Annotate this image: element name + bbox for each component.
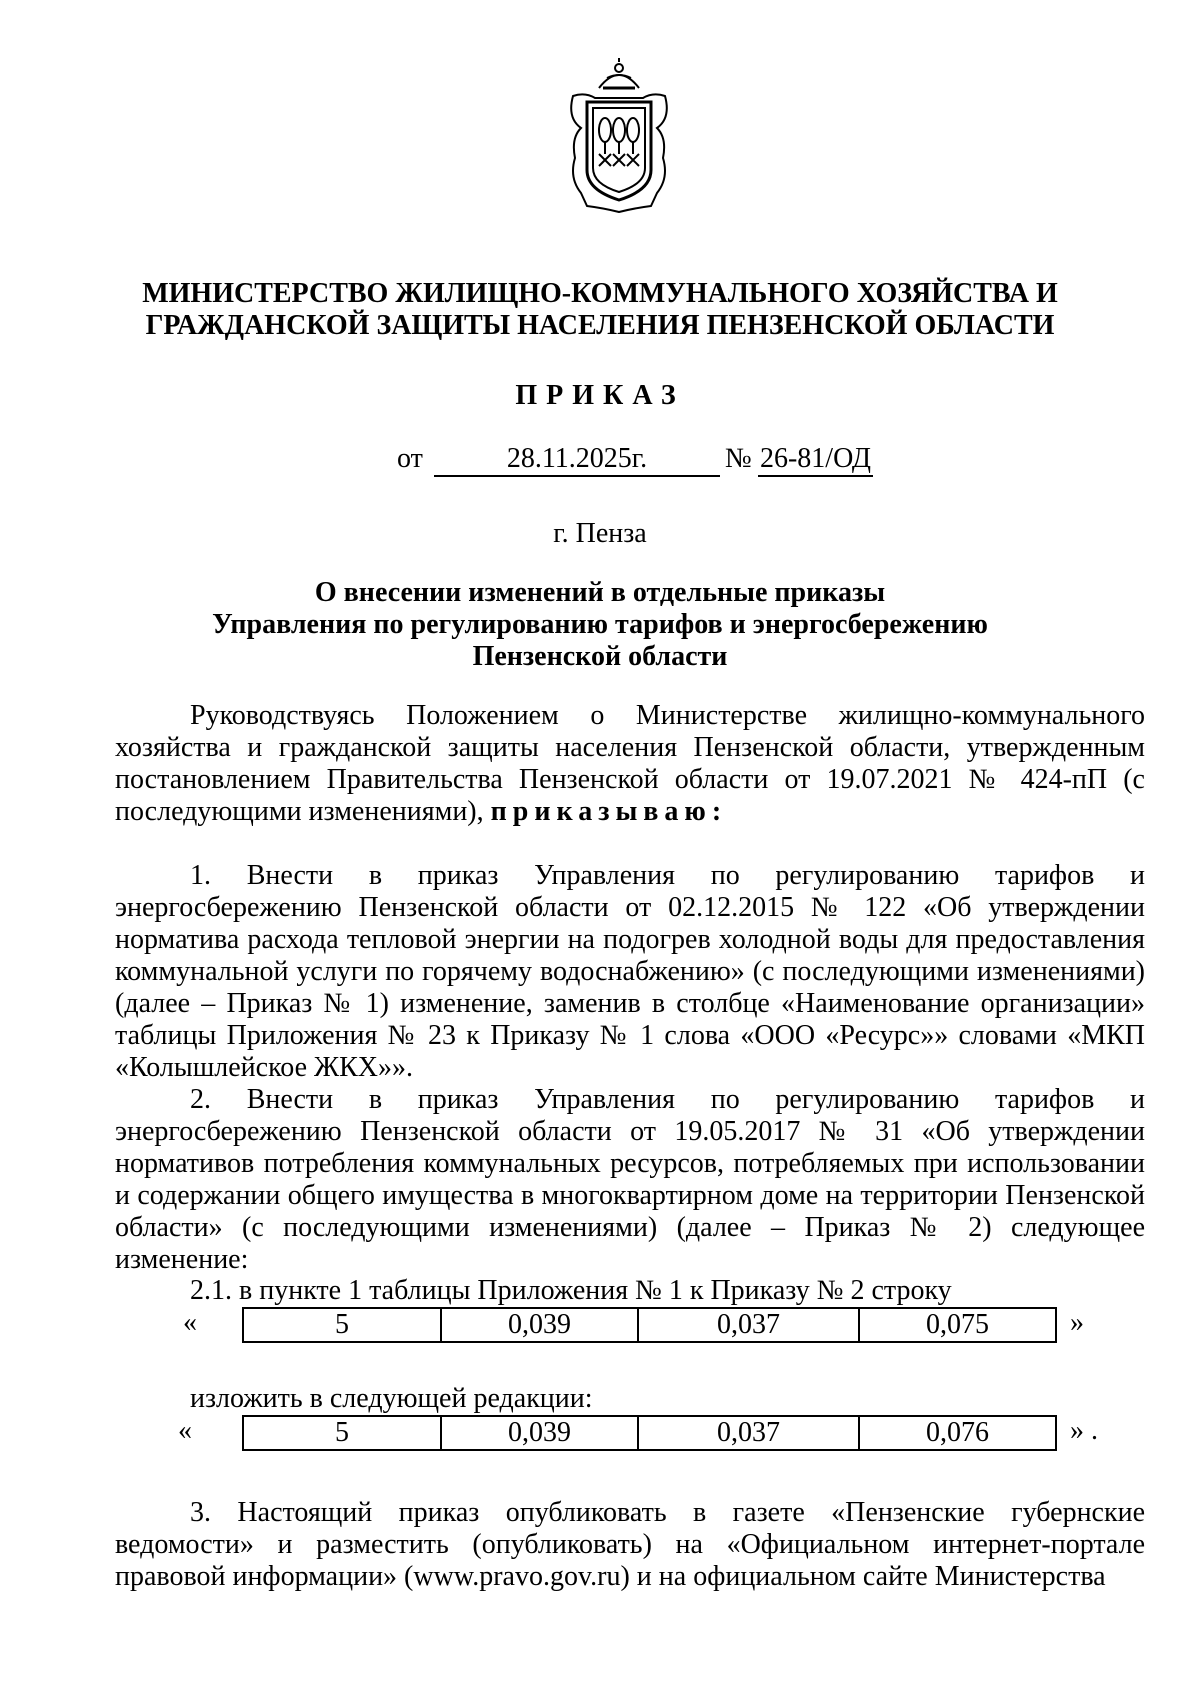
new-row-cell-4: 0,076 (859, 1416, 1056, 1450)
new-row-close-quote: » . (1070, 1415, 1098, 1446)
ministry-name-line1: МИНИСТЕРСТВО ЖИЛИЩНО-КОММУНАЛЬНОГО ХОЗЯЙСТВА И (142, 278, 1058, 309)
old-row-close-quote: » (1070, 1307, 1084, 1338)
ministry-name-line2: ГРАЖДАНСКОЙ ЗАЩИТЫ НАСЕЛЕНИЯ ПЕНЗЕНСКОЙ ОБЛАСТИ (145, 310, 1055, 341)
old-row-cell-1: 5 (243, 1308, 441, 1342)
city: г. Пенза (553, 518, 647, 549)
old-row-cell-4: 0,075 (859, 1308, 1056, 1342)
date-prefix: от (397, 443, 423, 474)
new-row-cell-2: 0,039 (441, 1416, 638, 1450)
new-edition-label-text: изложить в следующей редакции: (190, 1383, 593, 1414)
ministry-name (0, 278, 1200, 342)
number-prefix: № (725, 443, 752, 474)
date-number-line (0, 443, 1200, 483)
item-2 (115, 1084, 1145, 1276)
new-row-cell-1: 5 (243, 1416, 441, 1450)
item-1 (115, 860, 1145, 1084)
item-1-text: 1. Внести в приказ Управления по регулированию тарифов и энергосбережению Пензенской области от 02.12.2015 № 122 «Об утверждении норматива расхода тепловой энергии на подогрев холодной воды для предоставления коммунальной услуги по горячему водоснабжению» (с последующими изменениями) (далее – Приказ № 1) изменение, заменив в столбце «Наименование организации» таблицы Приложения № 23 к Приказу № 1 слова «ООО «Ресурс»» словами «МКП «Колышлейское ЖКХ»». (115, 860, 1145, 1083)
order-number: 26-81/ОД (758, 443, 873, 477)
order-subject (0, 577, 1200, 673)
new-row-table (242, 1415, 1057, 1451)
item-2-1-text: 2.1. в пункте 1 таблицы Приложения № 1 к Приказу № 2 строку (190, 1275, 952, 1306)
old-row (0, 1307, 1200, 1343)
item-3-text: 3. Настоящий приказ опубликовать в газете «Пензенские губернские ведомости» и разместить (опубликовать) на «Официальном интернет-портале правовой информации» (www.pravo.gov.ru) и на официальном сайте Министерства (115, 1497, 1145, 1592)
coat-of-arms-emblem (563, 58, 675, 213)
subject-line1: О внесении изменений в отдельные приказы (314, 577, 886, 608)
old-row-table (242, 1307, 1057, 1343)
item-2-1 (115, 1275, 1145, 1307)
new-row-cell-3: 0,037 (638, 1416, 859, 1450)
order-date: 28.11.2025г. (434, 443, 720, 477)
subject-line3: Пензенской области (472, 641, 728, 672)
document-type: ПРИКАЗ (515, 380, 685, 411)
new-row (0, 1415, 1200, 1451)
item-3 (115, 1497, 1145, 1593)
old-row-open-quote: « (183, 1307, 197, 1338)
item-2-text: 2. Внести в приказ Управления по регулированию тарифов и энергосбережению Пензенской области от 19.05.2017 № 31 «Об утверждении нормативов потребления коммунальных ресурсов, потребляемых при использовании и содержании общего имущества в многоквартирном доме на территории Пензенской области» (с последующими изменениями) (далее – Приказ № 2) следующее изменение: (115, 1084, 1145, 1275)
preamble-text: Руководствуясь Положением о Министерстве жилищно-коммунального хозяйства и гражданской защиты населения Пензенской области, утвержденным постановлением Правительства Пензенской области от 19.07.2021 № 424-пП (с последующими изменениями), (115, 700, 1145, 827)
old-row-cell-2: 0,039 (441, 1308, 638, 1342)
order-word: приказываю: (490, 796, 728, 827)
subject-line2: Управления по регулированию тарифов и энергосбережению (212, 609, 988, 640)
new-edition-label (115, 1383, 1145, 1415)
new-row-open-quote: « (178, 1415, 192, 1446)
preamble (115, 700, 1145, 828)
old-row-cell-3: 0,037 (638, 1308, 859, 1342)
